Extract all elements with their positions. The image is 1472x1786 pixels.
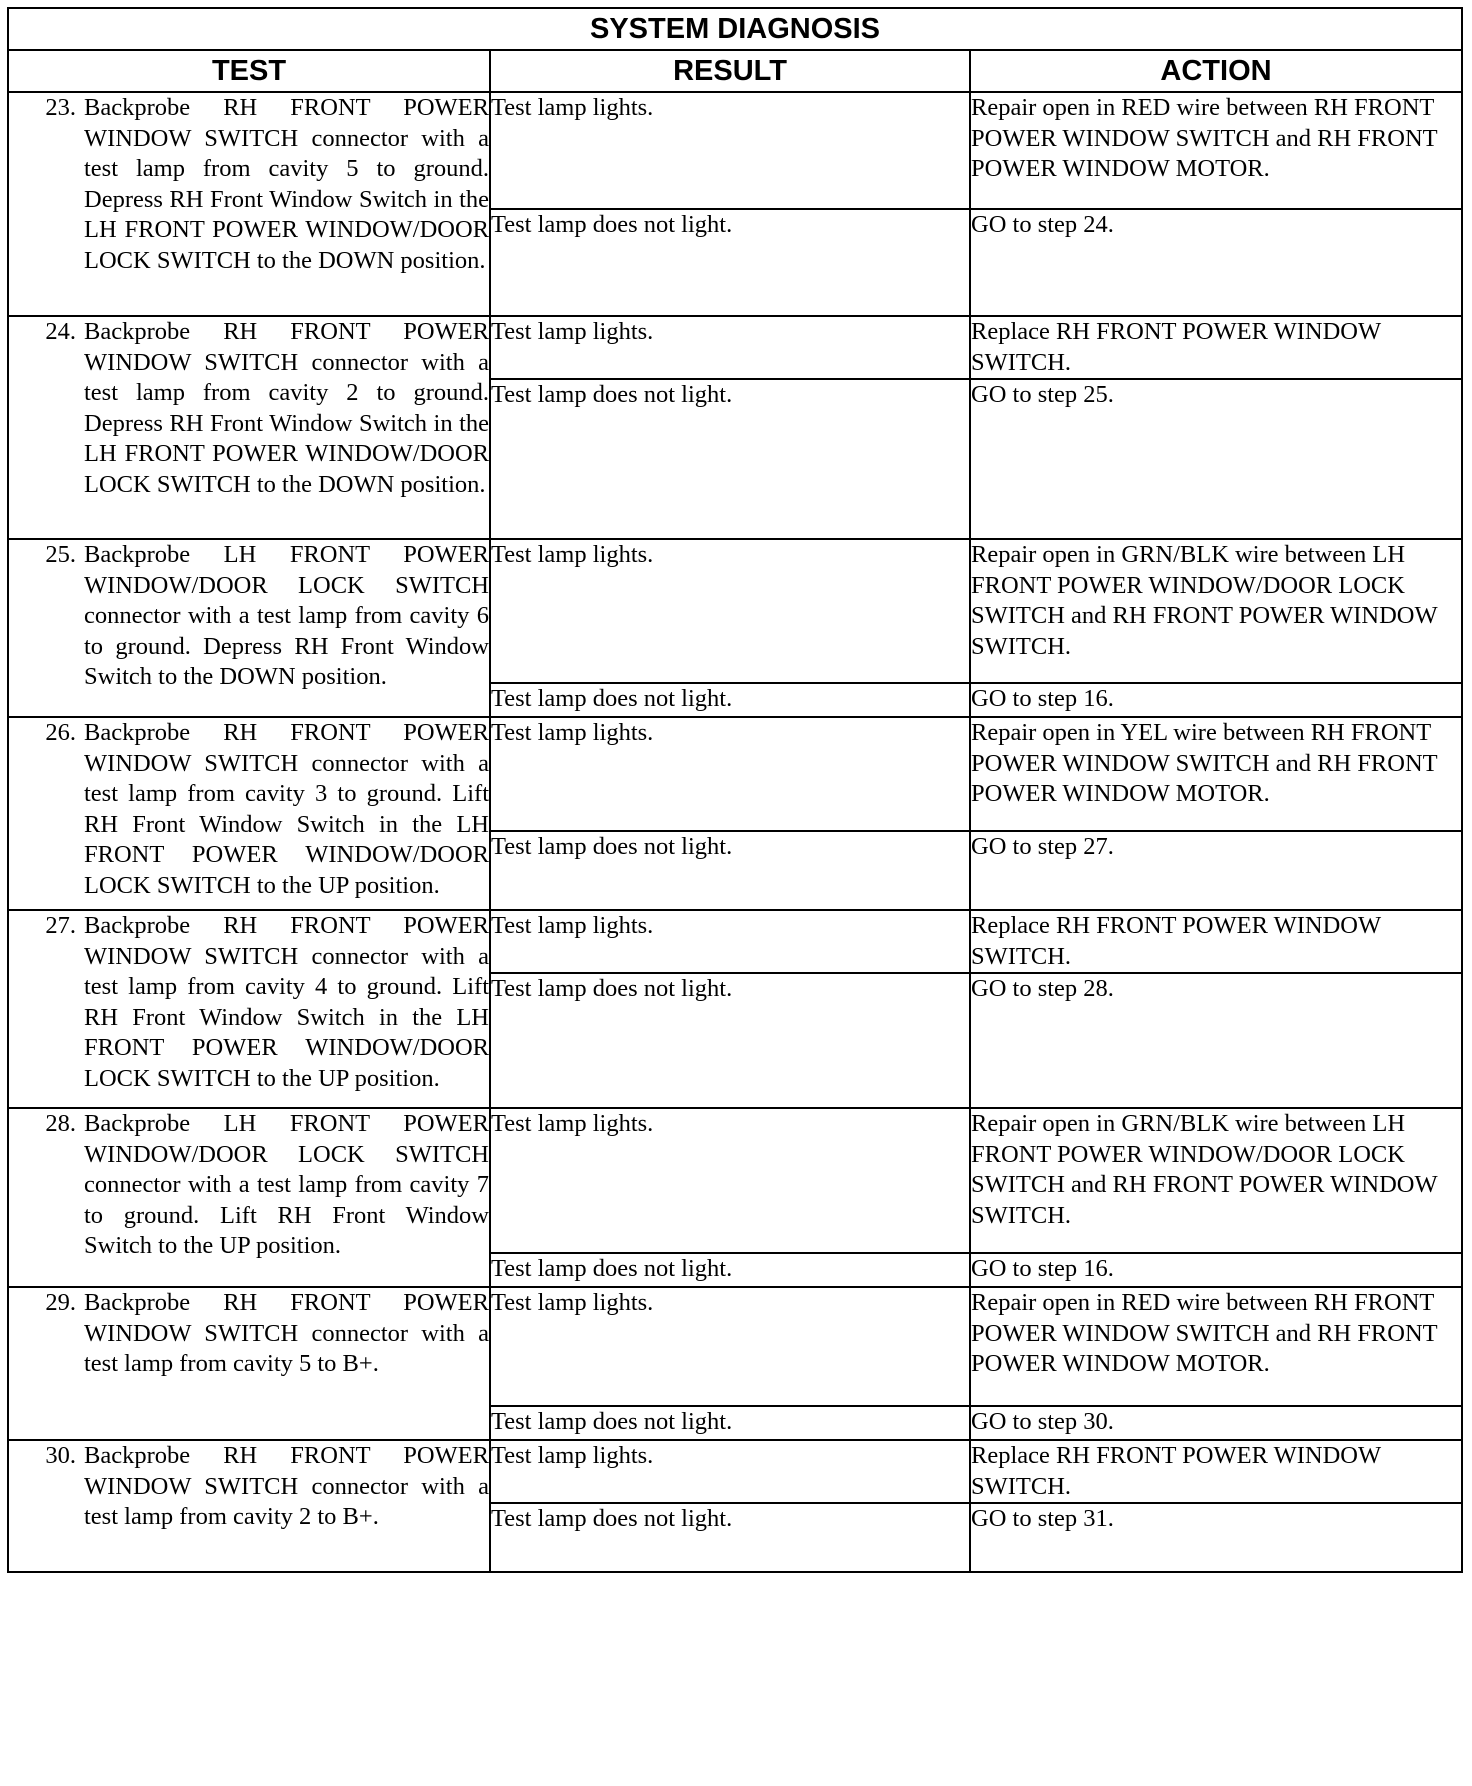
test-instruction: Backprobe RH FRONT POWER WINDOW SWITCH connector with a test lamp from cavity 5 to ground. Depress RH Front Window Switch in the LH FRONT POWER WINDOW/DOOR LOCK SWITCH to the DOWN position. xyxy=(84,94,489,274)
step-number: 24. xyxy=(45,318,76,345)
test-instruction: Backprobe RH FRONT POWER WINDOW SWITCH connector with a test lamp from cavity 4 to ground. Lift RH Front Window Switch in the LH FRONT POWER WINDOW/DOOR LOCK SWITCH to the UP position. xyxy=(84,912,489,1092)
step-number: 27. xyxy=(45,912,76,939)
test-cell xyxy=(8,539,490,717)
table-row xyxy=(8,1108,1462,1253)
result-cell: Test lamp lights. xyxy=(490,539,970,683)
action-cell: Repair open in RED wire between RH FRONT POWER WINDOW SWITCH and RH FRONT POWER WINDOW MOTOR. xyxy=(970,1287,1462,1406)
action-cell: GO to step 25. xyxy=(970,379,1462,539)
test-cell xyxy=(8,92,490,316)
result-cell: Test lamp lights. xyxy=(490,717,970,831)
test-instruction: Backprobe RH FRONT POWER WINDOW SWITCH connector with a test lamp from cavity 2 to ground. Depress RH Front Window Switch in the LH FRONT POWER WINDOW/DOOR LOCK SWITCH to the DOWN position. xyxy=(84,318,489,498)
table-row xyxy=(8,539,1462,683)
table-row xyxy=(8,316,1462,379)
action-cell: GO to step 28. xyxy=(970,973,1462,1108)
step-number: 23. xyxy=(45,94,76,121)
test-instruction: Backprobe LH FRONT POWER WINDOW/DOOR LOCK SWITCH connector with a test lamp from cavity 6 to ground. Depress RH Front Window Switch to the DOWN position. xyxy=(84,541,489,690)
table-row xyxy=(8,1287,1462,1406)
result-cell: Test lamp does not light. xyxy=(490,683,970,717)
table-title: SYSTEM DIAGNOSIS xyxy=(8,8,1462,50)
table-row xyxy=(8,717,1462,831)
test-instruction: Backprobe RH FRONT POWER WINDOW SWITCH connector with a test lamp from cavity 3 to ground. Lift RH Front Window Switch in the LH FRONT POWER WINDOW/DOOR LOCK SWITCH to the UP position. xyxy=(84,719,489,899)
result-cell: Test lamp does not light. xyxy=(490,209,970,316)
test-instruction: Backprobe RH FRONT POWER WINDOW SWITCH connector with a test lamp from cavity 5 to B+. xyxy=(84,1289,489,1377)
result-cell: Test lamp does not light. xyxy=(490,1406,970,1440)
column-header-action: ACTION xyxy=(970,50,1462,92)
action-cell: Replace RH FRONT POWER WINDOW SWITCH. xyxy=(970,316,1462,379)
test-cell xyxy=(8,717,490,910)
step-number: 30. xyxy=(45,1442,76,1469)
step-number: 28. xyxy=(45,1110,76,1137)
step-number: 26. xyxy=(45,719,76,746)
action-cell: Repair open in GRN/BLK wire between LH FRONT POWER WINDOW/DOOR LOCK SWITCH and RH FRONT POWER WINDOW SWITCH. xyxy=(970,1108,1462,1253)
result-cell: Test lamp does not light. xyxy=(490,831,970,910)
action-cell: GO to step 30. xyxy=(970,1406,1462,1440)
column-header-result: RESULT xyxy=(490,50,970,92)
result-cell: Test lamp lights. xyxy=(490,316,970,379)
table-row xyxy=(8,92,1462,209)
action-cell: GO to step 24. xyxy=(970,209,1462,316)
action-cell: GO to step 16. xyxy=(970,683,1462,717)
table-row xyxy=(8,910,1462,973)
title-row xyxy=(8,8,1462,50)
action-cell: Replace RH FRONT POWER WINDOW SWITCH. xyxy=(970,1440,1462,1503)
step-number: 29. xyxy=(45,1289,76,1316)
result-cell: Test lamp does not light. xyxy=(490,379,970,539)
action-cell: GO to step 27. xyxy=(970,831,1462,910)
system-diagnosis-table xyxy=(7,7,1463,1573)
test-cell xyxy=(8,316,490,539)
action-cell: GO to step 16. xyxy=(970,1253,1462,1287)
column-header-test: TEST xyxy=(8,50,490,92)
step-number: 25. xyxy=(45,541,76,568)
result-cell: Test lamp lights. xyxy=(490,1287,970,1406)
test-cell xyxy=(8,910,490,1108)
result-cell: Test lamp lights. xyxy=(490,1108,970,1253)
test-cell xyxy=(8,1440,490,1572)
result-cell: Test lamp does not light. xyxy=(490,1253,970,1287)
diagnosis-steps xyxy=(8,92,1462,1572)
table-row xyxy=(8,1440,1462,1503)
action-cell: Repair open in GRN/BLK wire between LH FRONT POWER WINDOW/DOOR LOCK SWITCH and RH FRONT POWER WINDOW SWITCH. xyxy=(970,539,1462,683)
action-cell: Repair open in YEL wire between RH FRONT POWER WINDOW SWITCH and RH FRONT POWER WINDOW MOTOR. xyxy=(970,717,1462,831)
test-instruction: Backprobe RH FRONT POWER WINDOW SWITCH connector with a test lamp from cavity 2 to B+. xyxy=(84,1442,489,1530)
action-cell: GO to step 31. xyxy=(970,1503,1462,1572)
test-cell xyxy=(8,1108,490,1287)
result-cell: Test lamp does not light. xyxy=(490,1503,970,1572)
result-cell: Test lamp lights. xyxy=(490,92,970,209)
document-page xyxy=(7,7,1461,1573)
column-header-row xyxy=(8,50,1462,92)
action-cell: Replace RH FRONT POWER WINDOW SWITCH. xyxy=(970,910,1462,973)
test-cell xyxy=(8,1287,490,1440)
result-cell: Test lamp lights. xyxy=(490,910,970,973)
test-instruction: Backprobe LH FRONT POWER WINDOW/DOOR LOCK SWITCH connector with a test lamp from cavity 7 to ground. Lift RH Front Window Switch to the UP position. xyxy=(84,1110,489,1259)
action-cell: Repair open in RED wire between RH FRONT POWER WINDOW SWITCH and RH FRONT POWER WINDOW MOTOR. xyxy=(970,92,1462,209)
result-cell: Test lamp does not light. xyxy=(490,973,970,1108)
result-cell: Test lamp lights. xyxy=(490,1440,970,1503)
